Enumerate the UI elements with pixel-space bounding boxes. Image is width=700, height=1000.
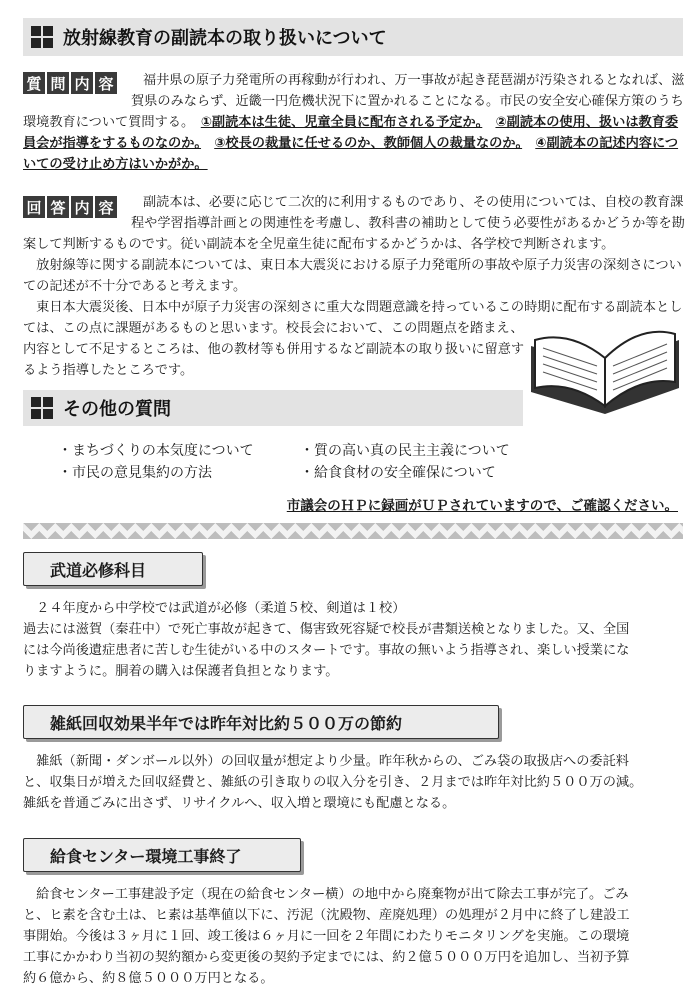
question-line [23, 133, 688, 154]
answer-line: ての記述が不十分であると考えます。 [23, 279, 247, 294]
kyushoku-line: 給食センター工事建設予定（現在の給食センター横）の地中から廃棄物が出て除去工事が完了。ごみ [23, 887, 629, 902]
zasshi-title: 雑紙回収効果半年では昨年対比約５００万の節約 [23, 705, 499, 739]
question-line [23, 154, 688, 175]
answer-line: ては、この点に課題があるものと思います。校長会において、この問題点を踏まえ、 [23, 321, 524, 336]
question-line [23, 112, 688, 133]
zasshi-line: と、収集日が増えた回収経費と、雑紙の引き取りの収入分を引き、２月までは昨年対比約５００万の減。 [23, 775, 643, 790]
question-item-underlined: ④副読本の記述内容につ [535, 136, 679, 151]
other-title: その他の質問 [63, 399, 171, 420]
question-line [23, 70, 688, 91]
answer-line: るよう指導したところです。 [23, 363, 194, 378]
zigzag-divider [23, 523, 683, 539]
other-item: ・給食食材の安全確保について [300, 465, 496, 481]
answer-badge-char: 容 [95, 196, 117, 218]
answer-line: 副読本は、必要に応じて二次的に利用するものであり、その使用については、自校の教育課 [143, 195, 684, 210]
kyushoku-line: 事開始。今後は３ヶ月に１回、竣工後は６ヶ月に一回を２年間にわたりモニタリングを実施。この環境 [23, 929, 630, 944]
budo-line: 過去には滋賀（秦荘中）で死亡事故が起きて、傷害致死容疑で校長が書類送検となりました。又、全国 [23, 622, 630, 637]
question-badge-char: 容 [95, 72, 117, 94]
other-item: ・質の高い真の民主主義について [300, 443, 510, 459]
question-item-underlined: ②副読本の使用、扱いは教育委 [495, 115, 679, 130]
answer-line: 放射線等に関する副読本については、東日本大震災における原子力発電所の事故や原子力災害の深刻さについ [23, 258, 682, 273]
square-bullet-icon [31, 26, 53, 48]
answer-line: 内容として不足するところは、他の教材等も併用するなど副読本の取り扱いに留意す [23, 342, 525, 357]
kyushoku-line: 工事にかかわり当初の契約額から変更後の契約予定までには、約２億５０００万円を追加し、当初予算 [23, 950, 630, 965]
kyushoku-title: 給食センター環境工事終了 [23, 838, 301, 872]
kyushoku-line: 約６億から、約８億５０００万円となる。 [23, 971, 274, 986]
question-segment [522, 136, 535, 151]
square-bullet-icon [31, 397, 53, 419]
answer-badge-char: 回 [23, 196, 45, 218]
kyushoku-line: と、ヒ素を含む土は、ヒ素は基準値以下に、汚泥（沈殿物、産廃処理）の処理が２月中に終了し建設工 [23, 908, 630, 923]
question-item-underlined: ③校長の裁量に任せるのか、教師個人の裁量なのか。 [214, 136, 523, 151]
question-segment [201, 136, 214, 151]
question-badge-char: 内 [71, 72, 93, 94]
notice-text: 市議会のＨＰに録画がＵＰされていますので、ご確認ください。 [286, 498, 678, 514]
budo-line: ２４年度から中学校では武道が必修（柔道５校、剣道は１校） [23, 601, 406, 616]
budo-line: には今尚後遺症患者に苦しむ生徒がいる中のスタートです。事故の無いよう指導され、楽しい授業にな [23, 643, 630, 658]
question-item-underlined: 員会が指導をするものなのか。 [23, 136, 202, 151]
question-line [23, 91, 688, 112]
page-title: 放射線教育の副読本の取り扱いについて [63, 28, 387, 49]
question-item-underlined: ①副読本は生徒、児童全員に配布される予定か。 [200, 115, 483, 130]
zasshi-line: 雑紙を普通ごみに出さず、リサイクルへ、収入増と環境にも配慮となる。 [23, 796, 456, 811]
section-header-other [23, 390, 523, 426]
kyushoku-text [23, 884, 693, 989]
question-segment [482, 115, 495, 130]
question-item-underlined: いての受け止め方はいかがか。 [23, 157, 208, 172]
section-header-radiation [23, 18, 683, 56]
answer-badge-char: 答 [47, 196, 69, 218]
answer-badge-char: 内 [71, 196, 93, 218]
zasshi-line: 雑紙（新聞・ダンボール以外）の回収量が想定より少量。昨年秋からの、ごみ袋の取扱店への委託料 [23, 754, 629, 769]
question-segment: 環境教育について質問する。 [23, 115, 201, 130]
question-text [23, 70, 688, 175]
answer-line: 東日本大震災後、日本中が原子力災害の深刻さに重大な問題意識を持っているこの時期に配布する副読本とし [23, 300, 683, 315]
question-segment: 福井県の原子力発電所の再稼動が行われ、万一事故が起き琵琶湖が汚染されるとなれば、滋 [143, 73, 685, 88]
answer-line: 案して判断するものです。従い副読本を全児童生徒に配布するかどうかは、各学校で判断されます。 [23, 237, 615, 252]
question-badge-char: 問 [47, 72, 69, 94]
question-badge-char: 質 [23, 72, 45, 94]
other-item: ・市民の意見集約の方法 [58, 465, 212, 481]
budo-line: りますように。胴着の購入は保護者負担となります。 [23, 664, 339, 679]
other-item: ・まちづくりの本気度について [58, 443, 254, 459]
zasshi-text [23, 751, 693, 814]
budo-title: 武道必修科目 [23, 552, 203, 586]
answer-line: 程や学習指導計画との関連性を考慮し、教科書の補助として使う必要性があるかどうか等を勘 [131, 216, 685, 231]
budo-text [23, 598, 693, 682]
open-book-icon [525, 310, 685, 420]
question-segment: 賀県のみならず、近畿一円危機状況下に置かれることになる。市民の安全安心確保方策のうち [131, 94, 684, 109]
